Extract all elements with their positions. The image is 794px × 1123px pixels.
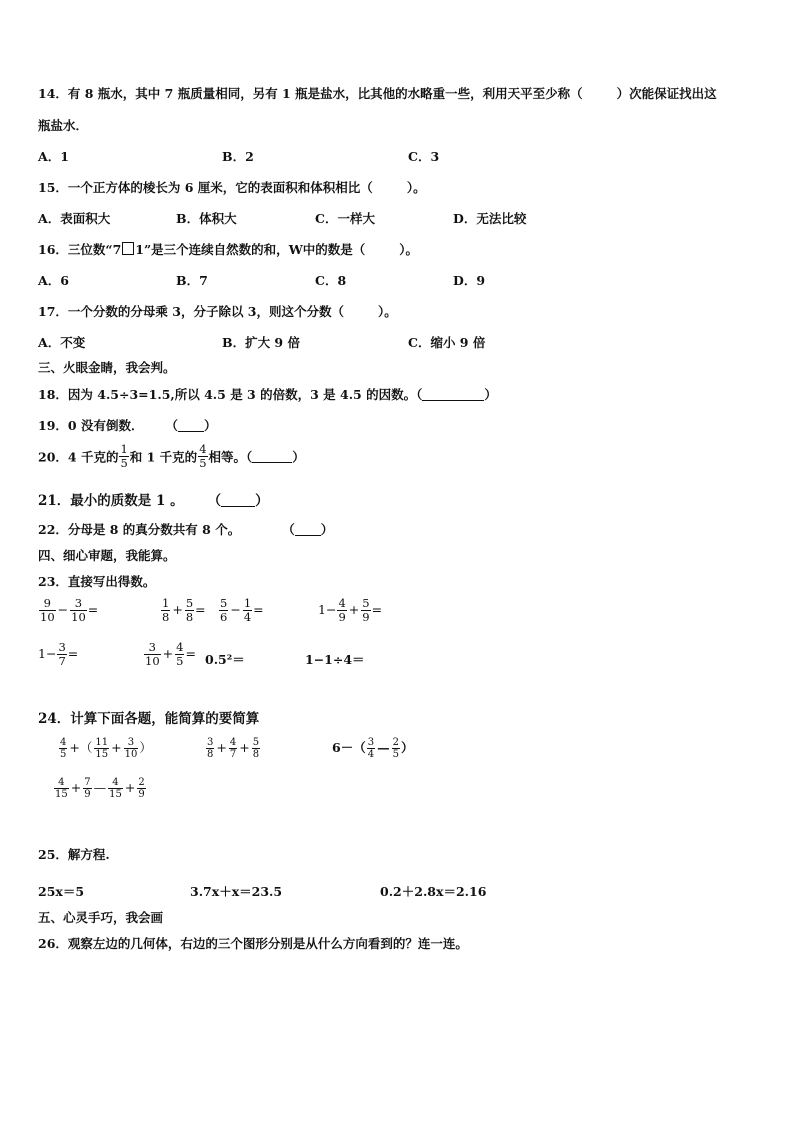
q23-expr-8: 1−1÷4＝ (305, 652, 365, 667)
denominator: 5 (60, 749, 67, 760)
q16-option-a[interactable]: A．6 (38, 273, 69, 288)
denominator: 4 (367, 749, 375, 760)
q20-text-c: 相等。（ (208, 449, 253, 465)
q21-stem (38, 489, 269, 509)
numerator: 4 (229, 737, 237, 748)
equals: = (371, 602, 383, 617)
q20-stem (38, 443, 305, 470)
q16-option-b[interactable]: B．7 (176, 273, 208, 288)
operator: + (111, 740, 122, 755)
operator: + (172, 602, 183, 617)
section-4-heading: 四、细心审题，我能算。 (38, 548, 176, 563)
denominator: 8 (252, 749, 260, 760)
paren-close: ） (139, 740, 152, 755)
fraction (83, 777, 91, 800)
q23-expr-4 (318, 597, 382, 624)
operator: — (377, 740, 390, 755)
q20-fraction-2 (198, 443, 207, 470)
operator: +（ (69, 740, 93, 755)
fraction (219, 597, 228, 624)
numerator: 3 (74, 596, 83, 610)
fraction (39, 597, 56, 624)
fraction (367, 737, 375, 760)
q14-text: 14．有 8 瓶水，其中 7 瓶质量相同，另有 1 瓶是盐水，比其他的水略重一些，利用天平至少称（ (38, 86, 583, 101)
q15-text: 15．一个正方体的棱长为 6 厘米，它的表面积和体积相比（ (38, 180, 373, 195)
q17-text: 17．一个分数的分母乘 3，分子除以 3，则这个分数（ (38, 304, 344, 319)
q21-text: 21．最小的质数是 1 。 (38, 493, 184, 509)
q16-text-c: W中的数是（ (288, 242, 366, 257)
q16-option-d[interactable]: D．9 (453, 273, 486, 288)
fraction (206, 737, 214, 760)
section-5-heading: 五、心灵手巧，我会画 (38, 910, 164, 925)
operator: − (57, 602, 69, 617)
fraction (392, 737, 400, 760)
q17-option-b[interactable]: B．扩大 9 倍 (222, 335, 300, 350)
denominator: 10 (124, 749, 138, 760)
denominator: 8 (185, 610, 194, 624)
fraction (185, 597, 194, 624)
q20-text-a: 20．4 千克的 (38, 449, 119, 465)
operator: + (348, 602, 360, 617)
q24-expr-3 (332, 737, 413, 760)
fraction (252, 737, 260, 760)
fraction (57, 641, 66, 668)
numerator: 4 (58, 777, 65, 788)
numerator: 11 (95, 737, 109, 748)
q20-text-b: 和 1 千克的 (129, 449, 198, 465)
numerator: 3 (367, 737, 375, 748)
equals: = (253, 602, 264, 617)
operator: + (162, 646, 174, 661)
q21-paren-open: （ (207, 493, 222, 509)
operator: + (216, 740, 227, 755)
equals: = (195, 602, 206, 617)
denominator: 9 (138, 789, 145, 800)
q17-option-a[interactable]: A．不变 (38, 335, 86, 350)
fraction (59, 737, 67, 760)
q20-answer-blank[interactable] (252, 450, 292, 463)
operator: + (70, 780, 82, 795)
q14-text-end: ）次能保证找出这 (616, 86, 717, 101)
q22-paren-close: ） (320, 522, 334, 537)
operator: − (230, 602, 241, 617)
numerator: 3 (127, 737, 135, 748)
q19-answer-blank[interactable] (178, 419, 204, 432)
q19-paren-close: ） (203, 418, 217, 433)
denominator: 10 (71, 610, 86, 624)
q17-text-end: ）。 (378, 304, 397, 319)
q23-expr-3 (218, 597, 264, 624)
q16-option-c[interactable]: C．8 (315, 273, 347, 288)
q23-expr-6 (143, 641, 196, 668)
numerator: 1 (243, 596, 252, 610)
q25-equation-3: 0.2＋2.8x＝2.16 (380, 884, 487, 899)
q25-equation-1: 25x＝5 (38, 884, 85, 899)
digit-box (122, 242, 134, 255)
q14-stem (38, 84, 717, 102)
q14-option-a[interactable]: A．1 (38, 149, 69, 164)
q23-expr-2 (160, 597, 206, 624)
denominator: 7 (58, 654, 66, 668)
operator: + (124, 780, 136, 795)
denominator: 8 (162, 610, 170, 624)
numerator: 4 (60, 737, 67, 748)
fraction (124, 737, 139, 760)
q21-paren-close: ） (255, 493, 269, 509)
numerator: 7 (84, 777, 91, 788)
q22-answer-blank[interactable] (295, 523, 321, 536)
denominator: 5 (392, 749, 399, 760)
q18-text: 18．因为 4.5÷3=1.5,所以 4.5 是 3 的倍数，3 是 4.5 的因数。（ (38, 387, 423, 402)
denominator: 10 (145, 654, 160, 668)
prefix: 1− (38, 646, 57, 661)
fraction (144, 641, 161, 668)
q15-option-a[interactable]: A．表面积大 (38, 211, 111, 226)
numerator: 5 (220, 596, 228, 610)
q18-text-end: ） (484, 387, 497, 402)
q19-text: 19．0 没有倒数． (38, 418, 144, 433)
numerator: 4 (199, 442, 207, 456)
fraction (361, 597, 370, 624)
q15-option-b[interactable]: B．体积大 (176, 211, 237, 226)
section-3-heading: 三、火眼金睛，我会判。 (38, 360, 176, 375)
equals: = (87, 602, 99, 617)
denominator: 9 (362, 610, 370, 624)
prefix: 1− (318, 602, 337, 617)
denominator: 9 (338, 610, 346, 624)
fraction (137, 777, 145, 800)
q21-answer-blank[interactable] (221, 494, 255, 507)
denominator: 5 (199, 456, 207, 470)
numerator: 1 (120, 442, 128, 456)
q24-expr-1 (58, 737, 152, 760)
q24-title: 24．计算下面各题，能简算的要简算 (38, 711, 260, 727)
q19-stem (38, 416, 216, 434)
prefix: 6－（ (332, 740, 366, 755)
denominator: 5 (120, 456, 128, 470)
denominator: 15 (109, 789, 122, 800)
numerator: 4 (112, 777, 119, 788)
q22-paren-open: （ (282, 522, 295, 537)
q17-option-c[interactable]: C．缩小 9 倍 (408, 335, 486, 350)
numerator: 2 (138, 777, 145, 788)
q25-title: 25．解方程. (38, 847, 110, 862)
q19-paren-open: （ (165, 418, 178, 433)
numerator: 5 (185, 596, 194, 610)
fraction (243, 597, 252, 624)
q22-stem (38, 520, 333, 538)
denominator: 4 (243, 610, 252, 624)
denominator: 6 (220, 610, 228, 624)
q25-equation-2: 3.7x＋x＝23.5 (190, 884, 283, 899)
q20-text-end: ） (292, 449, 305, 465)
q17-stem (38, 302, 397, 320)
numerator: 1 (162, 596, 170, 610)
q24-expr-2 (205, 737, 261, 760)
denominator: 9 (84, 789, 91, 800)
equals: = (67, 646, 79, 661)
numerator: 4 (338, 596, 346, 610)
fraction (54, 777, 69, 800)
numerator: 5 (252, 737, 260, 748)
q23-expr-1 (38, 597, 98, 624)
fraction (70, 597, 87, 624)
q14-option-b[interactable]: B．2 (222, 149, 254, 164)
numerator: 3 (148, 640, 156, 654)
fraction (161, 597, 170, 624)
q23-expr-7: 0.5²＝ (205, 652, 245, 667)
denominator: 15 (55, 789, 68, 800)
fraction (229, 737, 237, 760)
denominator: 5 (176, 654, 184, 668)
numerator: 4 (176, 640, 184, 654)
q15-stem (38, 178, 426, 196)
numerator: 9 (43, 596, 51, 610)
paren-close: ） (400, 740, 414, 755)
fraction (337, 597, 346, 624)
q20-fraction-1 (119, 443, 128, 470)
fraction (94, 737, 109, 760)
q23-title: 23．直接写出得数。 (38, 574, 156, 589)
q22-text: 22．分母是 8 的真分数共有 8 个。 (38, 522, 241, 537)
q16-stem (38, 240, 418, 258)
denominator: 10 (40, 610, 55, 624)
q16-text-b: 1”是三个连续自然数的和， (135, 242, 289, 257)
fraction (175, 641, 184, 668)
numerator: 3 (58, 640, 66, 654)
q18-answer-blank[interactable] (422, 388, 484, 401)
operator: — (93, 780, 107, 795)
q15-option-c[interactable]: C．一样大 (315, 211, 375, 226)
q16-text-end: ）。 (399, 242, 418, 257)
q15-text-end: ）。 (406, 180, 426, 195)
denominator: 7 (229, 749, 237, 760)
fraction (108, 777, 123, 800)
q15-option-d[interactable]: D．无法比较 (453, 211, 527, 226)
q26-stem: 26．观察左边的几何体，右边的三个图形分别是从什么方向看到的？连一连。 (38, 936, 468, 951)
denominator: 8 (207, 749, 214, 760)
q14-option-c[interactable]: C．3 (408, 149, 440, 164)
q24-expr-4 (53, 777, 147, 800)
numerator: 2 (392, 737, 399, 748)
numerator: 5 (362, 596, 370, 610)
denominator: 15 (95, 749, 109, 760)
q14-stem-line2: 瓶盐水． (38, 118, 89, 133)
q18-stem (38, 385, 497, 403)
equals: = (185, 646, 196, 661)
q23-expr-5 (38, 641, 78, 668)
operator: + (239, 740, 250, 755)
q16-text-a: 16．三位数“7 (38, 242, 122, 257)
numerator: 3 (207, 737, 214, 748)
